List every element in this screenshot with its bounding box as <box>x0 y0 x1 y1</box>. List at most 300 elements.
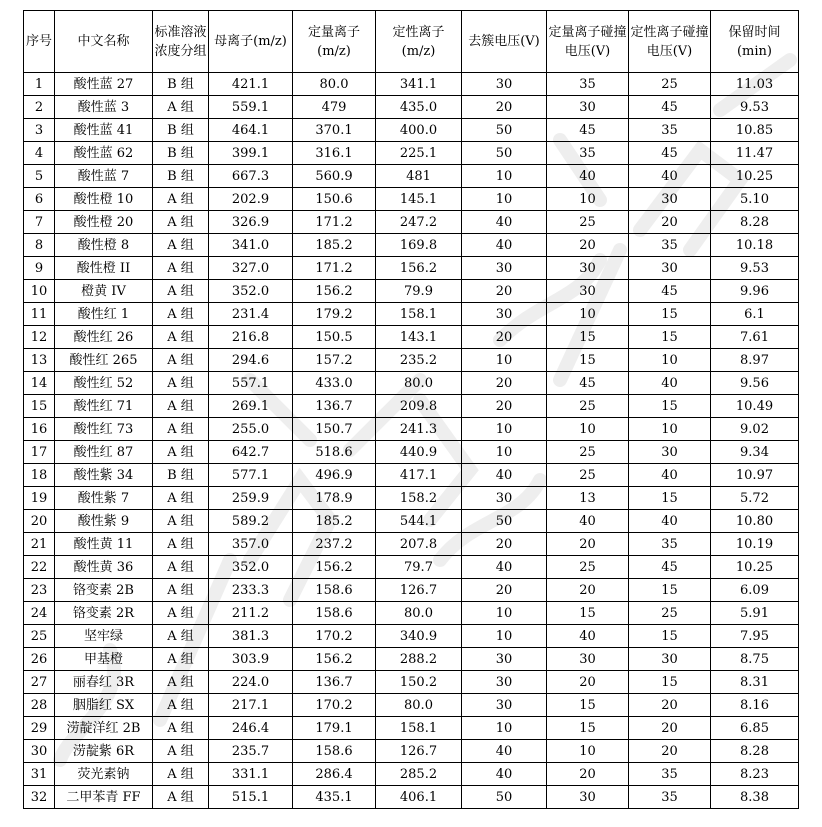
declustering-voltage-cell: 30 <box>462 671 547 694</box>
retention-time-cell: 8.28 <box>711 211 799 234</box>
retention-time-cell: 7.61 <box>711 326 799 349</box>
precursor-ion-cell: 269.1 <box>209 395 293 418</box>
name-cell: 甲基橙 <box>55 648 153 671</box>
group-cell: A 组 <box>153 717 209 740</box>
table-row <box>24 280 799 303</box>
qual-ion-cell: 158.1 <box>376 303 462 326</box>
qual-ion-cell: 341.1 <box>376 73 462 96</box>
index-cell: 28 <box>24 694 55 717</box>
quant-collision-voltage-cell: 25 <box>547 395 629 418</box>
name-cell: 铬变素 2B <box>55 579 153 602</box>
qual-ion-cell: 440.9 <box>376 441 462 464</box>
retention-time-cell: 8.75 <box>711 648 799 671</box>
quant-ion-cell: 479 <box>293 96 376 119</box>
col-header-declustering-voltage: 去簇电压(V) <box>462 11 547 73</box>
qual-collision-voltage-cell: 15 <box>629 487 711 510</box>
declustering-voltage-cell: 20 <box>462 533 547 556</box>
retention-time-cell: 10.85 <box>711 119 799 142</box>
table-row <box>24 119 799 142</box>
retention-time-cell: 9.96 <box>711 280 799 303</box>
quant-ion-cell: 158.6 <box>293 602 376 625</box>
quant-ion-cell: 156.2 <box>293 280 376 303</box>
quant-ion-cell: 150.5 <box>293 326 376 349</box>
group-cell: A 组 <box>153 487 209 510</box>
retention-time-cell: 10.25 <box>711 556 799 579</box>
table-row <box>24 487 799 510</box>
name-cell: 酸性蓝 7 <box>55 165 153 188</box>
precursor-ion-cell: 211.2 <box>209 602 293 625</box>
quant-ion-cell: 150.7 <box>293 418 376 441</box>
group-cell: A 组 <box>153 326 209 349</box>
quant-collision-voltage-cell: 20 <box>547 579 629 602</box>
quant-collision-voltage-cell: 25 <box>547 441 629 464</box>
name-cell: 二甲苯青 FF <box>55 786 153 809</box>
retention-time-cell: 9.53 <box>711 257 799 280</box>
index-cell: 29 <box>24 717 55 740</box>
table-row <box>24 602 799 625</box>
table-row <box>24 556 799 579</box>
quant-ion-cell: 157.2 <box>293 349 376 372</box>
quant-collision-voltage-cell: 25 <box>547 211 629 234</box>
header-row <box>24 11 799 73</box>
group-cell: A 组 <box>153 602 209 625</box>
qual-collision-voltage-cell: 15 <box>629 671 711 694</box>
quant-ion-cell: 136.7 <box>293 395 376 418</box>
table-row <box>24 786 799 809</box>
quant-ion-cell: 316.1 <box>293 142 376 165</box>
declustering-voltage-cell: 10 <box>462 625 547 648</box>
qual-collision-voltage-cell: 20 <box>629 211 711 234</box>
name-cell: 酸性红 52 <box>55 372 153 395</box>
name-cell: 胭脂红 SX <box>55 694 153 717</box>
index-cell: 4 <box>24 142 55 165</box>
group-cell: A 组 <box>153 303 209 326</box>
precursor-ion-cell: 352.0 <box>209 556 293 579</box>
qual-collision-voltage-cell: 45 <box>629 280 711 303</box>
name-cell: 酸性黄 36 <box>55 556 153 579</box>
group-cell: A 组 <box>153 740 209 763</box>
qual-collision-voltage-cell: 20 <box>629 740 711 763</box>
declustering-voltage-cell: 30 <box>462 303 547 326</box>
retention-time-cell: 5.10 <box>711 188 799 211</box>
table-row <box>24 694 799 717</box>
name-cell: 酸性红 71 <box>55 395 153 418</box>
qual-collision-voltage-cell: 20 <box>629 694 711 717</box>
name-cell: 酸性紫 7 <box>55 487 153 510</box>
group-cell: A 组 <box>153 671 209 694</box>
index-cell: 27 <box>24 671 55 694</box>
declustering-voltage-cell: 30 <box>462 73 547 96</box>
table-row <box>24 671 799 694</box>
quant-ion-cell: 158.6 <box>293 579 376 602</box>
retention-time-cell: 6.09 <box>711 579 799 602</box>
table-row <box>24 96 799 119</box>
declustering-voltage-cell: 20 <box>462 280 547 303</box>
precursor-ion-cell: 303.9 <box>209 648 293 671</box>
qual-ion-cell: 145.1 <box>376 188 462 211</box>
quant-collision-voltage-cell: 30 <box>547 786 629 809</box>
retention-time-cell: 8.16 <box>711 694 799 717</box>
qual-ion-cell: 169.8 <box>376 234 462 257</box>
quant-ion-cell: 179.2 <box>293 303 376 326</box>
declustering-voltage-cell: 20 <box>462 96 547 119</box>
retention-time-cell: 10.25 <box>711 165 799 188</box>
group-cell: A 组 <box>153 211 209 234</box>
group-cell: A 组 <box>153 372 209 395</box>
name-cell: 酸性红 73 <box>55 418 153 441</box>
retention-time-cell: 5.72 <box>711 487 799 510</box>
qual-collision-voltage-cell: 35 <box>629 119 711 142</box>
table-row <box>24 142 799 165</box>
retention-time-cell: 10.49 <box>711 395 799 418</box>
index-cell: 16 <box>24 418 55 441</box>
qual-ion-cell: 207.8 <box>376 533 462 556</box>
quant-collision-voltage-cell: 20 <box>547 234 629 257</box>
quant-collision-voltage-cell: 15 <box>547 717 629 740</box>
quant-ion-cell: 179.1 <box>293 717 376 740</box>
qual-ion-cell: 235.2 <box>376 349 462 372</box>
index-cell: 11 <box>24 303 55 326</box>
declustering-voltage-cell: 50 <box>462 786 547 809</box>
retention-time-cell: 6.85 <box>711 717 799 740</box>
qual-collision-voltage-cell: 15 <box>629 395 711 418</box>
precursor-ion-cell: 381.3 <box>209 625 293 648</box>
quant-collision-voltage-cell: 30 <box>547 96 629 119</box>
qual-ion-cell: 544.1 <box>376 510 462 533</box>
quant-collision-voltage-cell: 45 <box>547 372 629 395</box>
qual-collision-voltage-cell: 30 <box>629 188 711 211</box>
index-cell: 18 <box>24 464 55 487</box>
index-cell: 6 <box>24 188 55 211</box>
col-header-quant-collision-voltage: 定量离子碰撞电压(V) <box>547 11 629 73</box>
group-cell: A 组 <box>153 257 209 280</box>
qual-collision-voltage-cell: 10 <box>629 349 711 372</box>
precursor-ion-cell: 589.2 <box>209 510 293 533</box>
qual-ion-cell: 80.0 <box>376 694 462 717</box>
group-cell: B 组 <box>153 165 209 188</box>
group-cell: A 组 <box>153 763 209 786</box>
precursor-ion-cell: 357.0 <box>209 533 293 556</box>
quant-ion-cell: 435.1 <box>293 786 376 809</box>
retention-time-cell: 10.18 <box>711 234 799 257</box>
declustering-voltage-cell: 40 <box>462 740 547 763</box>
qual-ion-cell: 126.7 <box>376 740 462 763</box>
col-header-quant-ion: 定量离子(m/z) <box>293 11 376 73</box>
retention-time-cell: 8.23 <box>711 763 799 786</box>
index-cell: 3 <box>24 119 55 142</box>
declustering-voltage-cell: 30 <box>462 648 547 671</box>
precursor-ion-cell: 255.0 <box>209 418 293 441</box>
qual-ion-cell: 143.1 <box>376 326 462 349</box>
qual-ion-cell: 158.2 <box>376 487 462 510</box>
qual-collision-voltage-cell: 15 <box>629 303 711 326</box>
qual-collision-voltage-cell: 40 <box>629 372 711 395</box>
quant-collision-voltage-cell: 10 <box>547 418 629 441</box>
declustering-voltage-cell: 30 <box>462 257 547 280</box>
name-cell: 酸性红 265 <box>55 349 153 372</box>
group-cell: B 组 <box>153 119 209 142</box>
qual-ion-cell: 80.0 <box>376 372 462 395</box>
group-cell: A 组 <box>153 349 209 372</box>
group-cell: A 组 <box>153 418 209 441</box>
quant-ion-cell: 433.0 <box>293 372 376 395</box>
group-cell: A 组 <box>153 625 209 648</box>
precursor-ion-cell: 557.1 <box>209 372 293 395</box>
col-header-qual-collision-voltage: 定性离子碰撞电压(V) <box>629 11 711 73</box>
index-cell: 14 <box>24 372 55 395</box>
quant-collision-voltage-cell: 30 <box>547 648 629 671</box>
table-row <box>24 740 799 763</box>
declustering-voltage-cell: 30 <box>462 694 547 717</box>
declustering-voltage-cell: 10 <box>462 441 547 464</box>
declustering-voltage-cell: 20 <box>462 395 547 418</box>
index-cell: 7 <box>24 211 55 234</box>
retention-time-cell: 8.28 <box>711 740 799 763</box>
retention-time-cell: 9.56 <box>711 372 799 395</box>
quant-collision-voltage-cell: 15 <box>547 694 629 717</box>
declustering-voltage-cell: 10 <box>462 717 547 740</box>
retention-time-cell: 10.97 <box>711 464 799 487</box>
precursor-ion-cell: 331.1 <box>209 763 293 786</box>
group-cell: A 组 <box>153 395 209 418</box>
group-cell: A 组 <box>153 533 209 556</box>
quant-collision-voltage-cell: 35 <box>547 142 629 165</box>
name-cell: 坚牢绿 <box>55 625 153 648</box>
group-cell: A 组 <box>153 694 209 717</box>
group-cell: A 组 <box>153 510 209 533</box>
precursor-ion-cell: 202.9 <box>209 188 293 211</box>
retention-time-cell: 9.02 <box>711 418 799 441</box>
name-cell: 酸性蓝 3 <box>55 96 153 119</box>
table-row <box>24 395 799 418</box>
table-row <box>24 257 799 280</box>
qual-collision-voltage-cell: 45 <box>629 142 711 165</box>
precursor-ion-cell: 216.8 <box>209 326 293 349</box>
quant-ion-cell: 518.6 <box>293 441 376 464</box>
quant-collision-voltage-cell: 40 <box>547 510 629 533</box>
name-cell: 酸性红 87 <box>55 441 153 464</box>
table-row <box>24 211 799 234</box>
table-row <box>24 648 799 671</box>
precursor-ion-cell: 352.0 <box>209 280 293 303</box>
quant-ion-cell: 370.1 <box>293 119 376 142</box>
qual-collision-voltage-cell: 20 <box>629 717 711 740</box>
index-cell: 24 <box>24 602 55 625</box>
retention-time-cell: 8.97 <box>711 349 799 372</box>
qual-ion-cell: 247.2 <box>376 211 462 234</box>
group-cell: A 组 <box>153 441 209 464</box>
quant-collision-voltage-cell: 25 <box>547 464 629 487</box>
qual-collision-voltage-cell: 40 <box>629 510 711 533</box>
group-cell: B 组 <box>153 73 209 96</box>
qual-ion-cell: 406.1 <box>376 786 462 809</box>
group-cell: A 组 <box>153 234 209 257</box>
name-cell: 酸性红 26 <box>55 326 153 349</box>
table-row <box>24 326 799 349</box>
precursor-ion-cell: 341.0 <box>209 234 293 257</box>
name-cell: 酸性蓝 62 <box>55 142 153 165</box>
qual-collision-voltage-cell: 30 <box>629 441 711 464</box>
table-body <box>24 73 799 809</box>
qual-collision-voltage-cell: 15 <box>629 625 711 648</box>
quant-collision-voltage-cell: 10 <box>547 740 629 763</box>
precursor-ion-cell: 399.1 <box>209 142 293 165</box>
declustering-voltage-cell: 10 <box>462 418 547 441</box>
quant-collision-voltage-cell: 40 <box>547 165 629 188</box>
declustering-voltage-cell: 10 <box>462 602 547 625</box>
declustering-voltage-cell: 40 <box>462 763 547 786</box>
qual-collision-voltage-cell: 25 <box>629 73 711 96</box>
name-cell: 涝靛洋红 2B <box>55 717 153 740</box>
qual-ion-cell: 156.2 <box>376 257 462 280</box>
retention-time-cell: 10.19 <box>711 533 799 556</box>
declustering-voltage-cell: 20 <box>462 326 547 349</box>
table-row <box>24 234 799 257</box>
index-cell: 17 <box>24 441 55 464</box>
index-cell: 12 <box>24 326 55 349</box>
declustering-voltage-cell: 40 <box>462 464 547 487</box>
qual-collision-voltage-cell: 10 <box>629 418 711 441</box>
group-cell: A 组 <box>153 579 209 602</box>
group-cell: A 组 <box>153 96 209 119</box>
index-cell: 13 <box>24 349 55 372</box>
quant-ion-cell: 150.6 <box>293 188 376 211</box>
quant-ion-cell: 560.9 <box>293 165 376 188</box>
qual-ion-cell: 435.0 <box>376 96 462 119</box>
quant-ion-cell: 171.2 <box>293 211 376 234</box>
table-row <box>24 165 799 188</box>
table-row <box>24 303 799 326</box>
declustering-voltage-cell: 10 <box>462 165 547 188</box>
declustering-voltage-cell: 10 <box>462 349 547 372</box>
precursor-ion-cell: 224.0 <box>209 671 293 694</box>
name-cell: 铬变素 2R <box>55 602 153 625</box>
table-row <box>24 188 799 211</box>
table-row <box>24 625 799 648</box>
table-row <box>24 510 799 533</box>
quant-collision-voltage-cell: 15 <box>547 326 629 349</box>
table-row <box>24 418 799 441</box>
index-cell: 32 <box>24 786 55 809</box>
index-cell: 8 <box>24 234 55 257</box>
declustering-voltage-cell: 10 <box>462 188 547 211</box>
qual-ion-cell: 80.0 <box>376 602 462 625</box>
group-cell: B 组 <box>153 142 209 165</box>
name-cell: 酸性蓝 27 <box>55 73 153 96</box>
index-cell: 9 <box>24 257 55 280</box>
col-header-name: 中文名称 <box>55 11 153 73</box>
table-row <box>24 464 799 487</box>
precursor-ion-cell: 294.6 <box>209 349 293 372</box>
precursor-ion-cell: 327.0 <box>209 257 293 280</box>
declustering-voltage-cell: 50 <box>462 119 547 142</box>
name-cell: 丽春红 3R <box>55 671 153 694</box>
quant-ion-cell: 496.9 <box>293 464 376 487</box>
qual-ion-cell: 288.2 <box>376 648 462 671</box>
qual-ion-cell: 241.3 <box>376 418 462 441</box>
qual-ion-cell: 225.1 <box>376 142 462 165</box>
declustering-voltage-cell: 20 <box>462 372 547 395</box>
qual-ion-cell: 158.1 <box>376 717 462 740</box>
quant-collision-voltage-cell: 15 <box>547 602 629 625</box>
quant-ion-cell: 156.2 <box>293 556 376 579</box>
qual-ion-cell: 79.9 <box>376 280 462 303</box>
name-cell: 酸性橙 8 <box>55 234 153 257</box>
index-cell: 15 <box>24 395 55 418</box>
precursor-ion-cell: 233.3 <box>209 579 293 602</box>
index-cell: 2 <box>24 96 55 119</box>
qual-ion-cell: 481 <box>376 165 462 188</box>
table-row <box>24 73 799 96</box>
data-table <box>23 10 799 809</box>
precursor-ion-cell: 231.4 <box>209 303 293 326</box>
retention-time-cell: 10.80 <box>711 510 799 533</box>
index-cell: 31 <box>24 763 55 786</box>
quant-collision-voltage-cell: 30 <box>547 280 629 303</box>
quant-ion-cell: 80.0 <box>293 73 376 96</box>
col-header-retention-time: 保留时间(min) <box>711 11 799 73</box>
declustering-voltage-cell: 20 <box>462 579 547 602</box>
index-cell: 19 <box>24 487 55 510</box>
precursor-ion-cell: 235.7 <box>209 740 293 763</box>
retention-time-cell: 7.95 <box>711 625 799 648</box>
quant-collision-voltage-cell: 30 <box>547 257 629 280</box>
name-cell: 涝靛紫 6R <box>55 740 153 763</box>
declustering-voltage-cell: 50 <box>462 142 547 165</box>
declustering-voltage-cell: 30 <box>462 487 547 510</box>
qual-ion-cell: 126.7 <box>376 579 462 602</box>
retention-time-cell: 6.1 <box>711 303 799 326</box>
declustering-voltage-cell: 50 <box>462 510 547 533</box>
quant-ion-cell: 170.2 <box>293 694 376 717</box>
quant-ion-cell: 136.7 <box>293 671 376 694</box>
group-cell: B 组 <box>153 464 209 487</box>
precursor-ion-cell: 217.1 <box>209 694 293 717</box>
index-cell: 1 <box>24 73 55 96</box>
qual-collision-voltage-cell: 40 <box>629 165 711 188</box>
quant-ion-cell: 156.2 <box>293 648 376 671</box>
table-row <box>24 579 799 602</box>
declustering-voltage-cell: 40 <box>462 556 547 579</box>
name-cell: 酸性橙 10 <box>55 188 153 211</box>
index-cell: 5 <box>24 165 55 188</box>
quant-ion-cell: 237.2 <box>293 533 376 556</box>
group-cell: A 组 <box>153 280 209 303</box>
quant-ion-cell: 185.2 <box>293 510 376 533</box>
table-row <box>24 717 799 740</box>
qual-collision-voltage-cell: 45 <box>629 96 711 119</box>
retention-time-cell: 8.31 <box>711 671 799 694</box>
group-cell: A 组 <box>153 188 209 211</box>
name-cell: 酸性紫 34 <box>55 464 153 487</box>
index-cell: 21 <box>24 533 55 556</box>
table-row <box>24 533 799 556</box>
quant-collision-voltage-cell: 20 <box>547 763 629 786</box>
quant-collision-voltage-cell: 10 <box>547 188 629 211</box>
quant-ion-cell: 178.9 <box>293 487 376 510</box>
name-cell: 酸性蓝 41 <box>55 119 153 142</box>
index-cell: 20 <box>24 510 55 533</box>
quant-collision-voltage-cell: 45 <box>547 119 629 142</box>
quant-collision-voltage-cell: 20 <box>547 671 629 694</box>
qual-ion-cell: 285.2 <box>376 763 462 786</box>
quant-collision-voltage-cell: 20 <box>547 533 629 556</box>
name-cell: 酸性紫 9 <box>55 510 153 533</box>
qual-ion-cell: 417.1 <box>376 464 462 487</box>
qual-collision-voltage-cell: 35 <box>629 533 711 556</box>
table-row <box>24 349 799 372</box>
retention-time-cell: 5.91 <box>711 602 799 625</box>
